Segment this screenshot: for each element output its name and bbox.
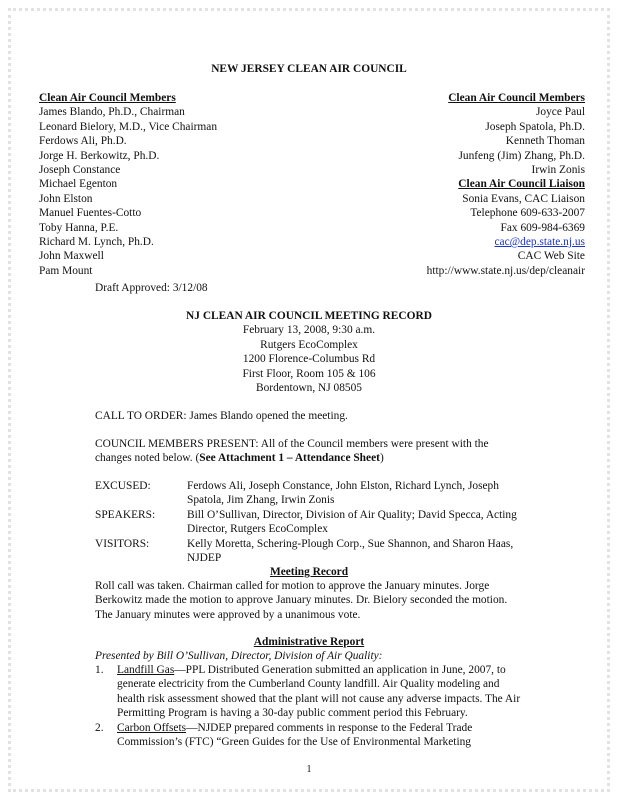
roster-text: Bill O’Sullivan, Director, Division of Air Quality; David Specca, Acting Director, Rutgers EcoComplex (187, 508, 517, 536)
liaison-fax: Fax 609-984-6369 (500, 221, 585, 234)
member: Jorge H. Berkowitz, Ph.D. (39, 149, 160, 162)
attendance-reference: See Attachment 1 – Attendance Sheet (199, 452, 380, 465)
roster-row (95, 537, 525, 566)
email-link[interactable]: cac@dep.state.nj.us (494, 236, 585, 249)
roster-row (95, 479, 525, 508)
meeting-room: First Floor, Room 105 & 106 (242, 367, 376, 380)
member: Richard M. Lynch, Ph.D. (39, 236, 154, 249)
member: Kenneth Thoman (505, 135, 585, 148)
document-page (8, 8, 610, 792)
roster-row (95, 508, 525, 537)
item-text: —PPL Distributed Generation submitted an application in June, 2007, to generate electricity from the Cumberland County landfill. Air Quality modeling and health risk assessment showed that the plant will not cause any adverse impacts. The Air Permitting Program is having a 30-day public comment period this February. (117, 664, 521, 720)
liaison-heading: Clean Air Council Liaison (458, 178, 585, 191)
item-text: —NJDEP prepared comments in response to the Federal Trade Commission’s (FTC) “Green Guides for the Use of Environmental Marketing (117, 721, 473, 749)
roster-text: Kelly Moretta, Schering-Plough Corp., Sue Shannon, and Sharon Haas, NJDEP (187, 537, 514, 565)
council-title: NEW JERSEY CLEAN AIR COUNCIL (211, 63, 407, 75)
left-members-column (39, 91, 299, 278)
member: Ferdows Ali, Ph.D. (39, 135, 127, 148)
member: Manuel Fuentes-Cotto (39, 207, 142, 220)
meeting-record-text: Roll call was taken. Chairman called for motion to approve the January minutes. Jorge Berkowitz made the motion to approve January minutes. Dr. Bielory seconded the motion. The January minutes were approved by a unanimous vote. (95, 580, 508, 621)
item-title: Carbon Offsets (117, 721, 187, 734)
meeting-city: Bordentown, NJ 08505 (256, 382, 362, 395)
admin-items (95, 663, 527, 749)
website-url: http://www.state.nj.us/dep/cleanair (426, 264, 585, 277)
call-to-order: CALL TO ORDER: James Blando opened the meeting. (95, 410, 348, 422)
item-number: 1. (95, 664, 104, 676)
liaison-name: Sonia Evans, CAC Liaison (462, 192, 585, 205)
roster-label: SPEAKERS: (95, 508, 156, 521)
member: Michael Egenton (39, 178, 118, 191)
item-title: Landfill Gas (117, 664, 175, 676)
list-item (95, 663, 527, 721)
member: Leonard Bielory, M.D., Vice Chairman (39, 120, 218, 133)
meeting-record-heading: Meeting Record (269, 566, 349, 578)
member: Joseph Constance (39, 164, 121, 177)
list-item (95, 721, 527, 750)
right-members-heading: Clean Air Council Members (448, 92, 585, 104)
item-number: 2. (95, 721, 104, 734)
draft-approved: Draft Approved: 3/12/08 (95, 282, 208, 294)
admin-report-heading: Administrative Report (253, 636, 365, 648)
member: Joyce Paul (535, 106, 585, 119)
roster (95, 479, 525, 565)
website-label: CAC Web Site (517, 250, 585, 263)
member: James Blando, Ph.D., Chairman (39, 106, 185, 119)
member: John Maxwell (39, 250, 104, 263)
roster-label: VISITORS: (95, 537, 150, 550)
page-number: 1 (306, 764, 312, 775)
left-members-heading: Clean Air Council Members (39, 92, 176, 104)
right-members-column (315, 91, 585, 278)
meeting-date: February 13, 2008, 9:30 a.m. (242, 324, 376, 337)
member: Joseph Spatola, Ph.D. (485, 120, 585, 133)
admin-presenter: Presented by Bill O’Sullivan, Director, Division of Air Quality: (95, 650, 383, 662)
member: Irwin Zonis (531, 164, 585, 177)
members-present: COUNCIL MEMBERS PRESENT: All of the Council members were present with the changes noted below. (See Attachment 1 – Attendance Sheet) (95, 438, 489, 465)
liaison-telephone: Telephone 609-633-2007 (470, 207, 585, 220)
member: John Elston (39, 192, 93, 205)
member: Junfeng (Jim) Zhang, Ph.D. (458, 149, 585, 162)
member: Toby Hanna, P.E. (39, 221, 119, 234)
member: Pam Mount (39, 264, 93, 277)
roster-text: Ferdows Ali, Joseph Constance, John Elston, Richard Lynch, Joseph Spatola, Jim Zhang, Irwin Zonis (187, 480, 499, 507)
meeting-address: 1200 Florence-Columbus Rd (242, 353, 376, 366)
meeting-location: Rutgers EcoComplex (260, 338, 358, 351)
meeting-record-block (11, 309, 607, 395)
roster-label: EXCUSED: (95, 480, 151, 492)
members-present-text: COUNCIL MEMBERS PRESENT: All of the Council members were present with the changes noted below. ( (95, 438, 489, 465)
meeting-record-title: NJ CLEAN AIR COUNCIL MEETING RECORD (186, 310, 432, 322)
